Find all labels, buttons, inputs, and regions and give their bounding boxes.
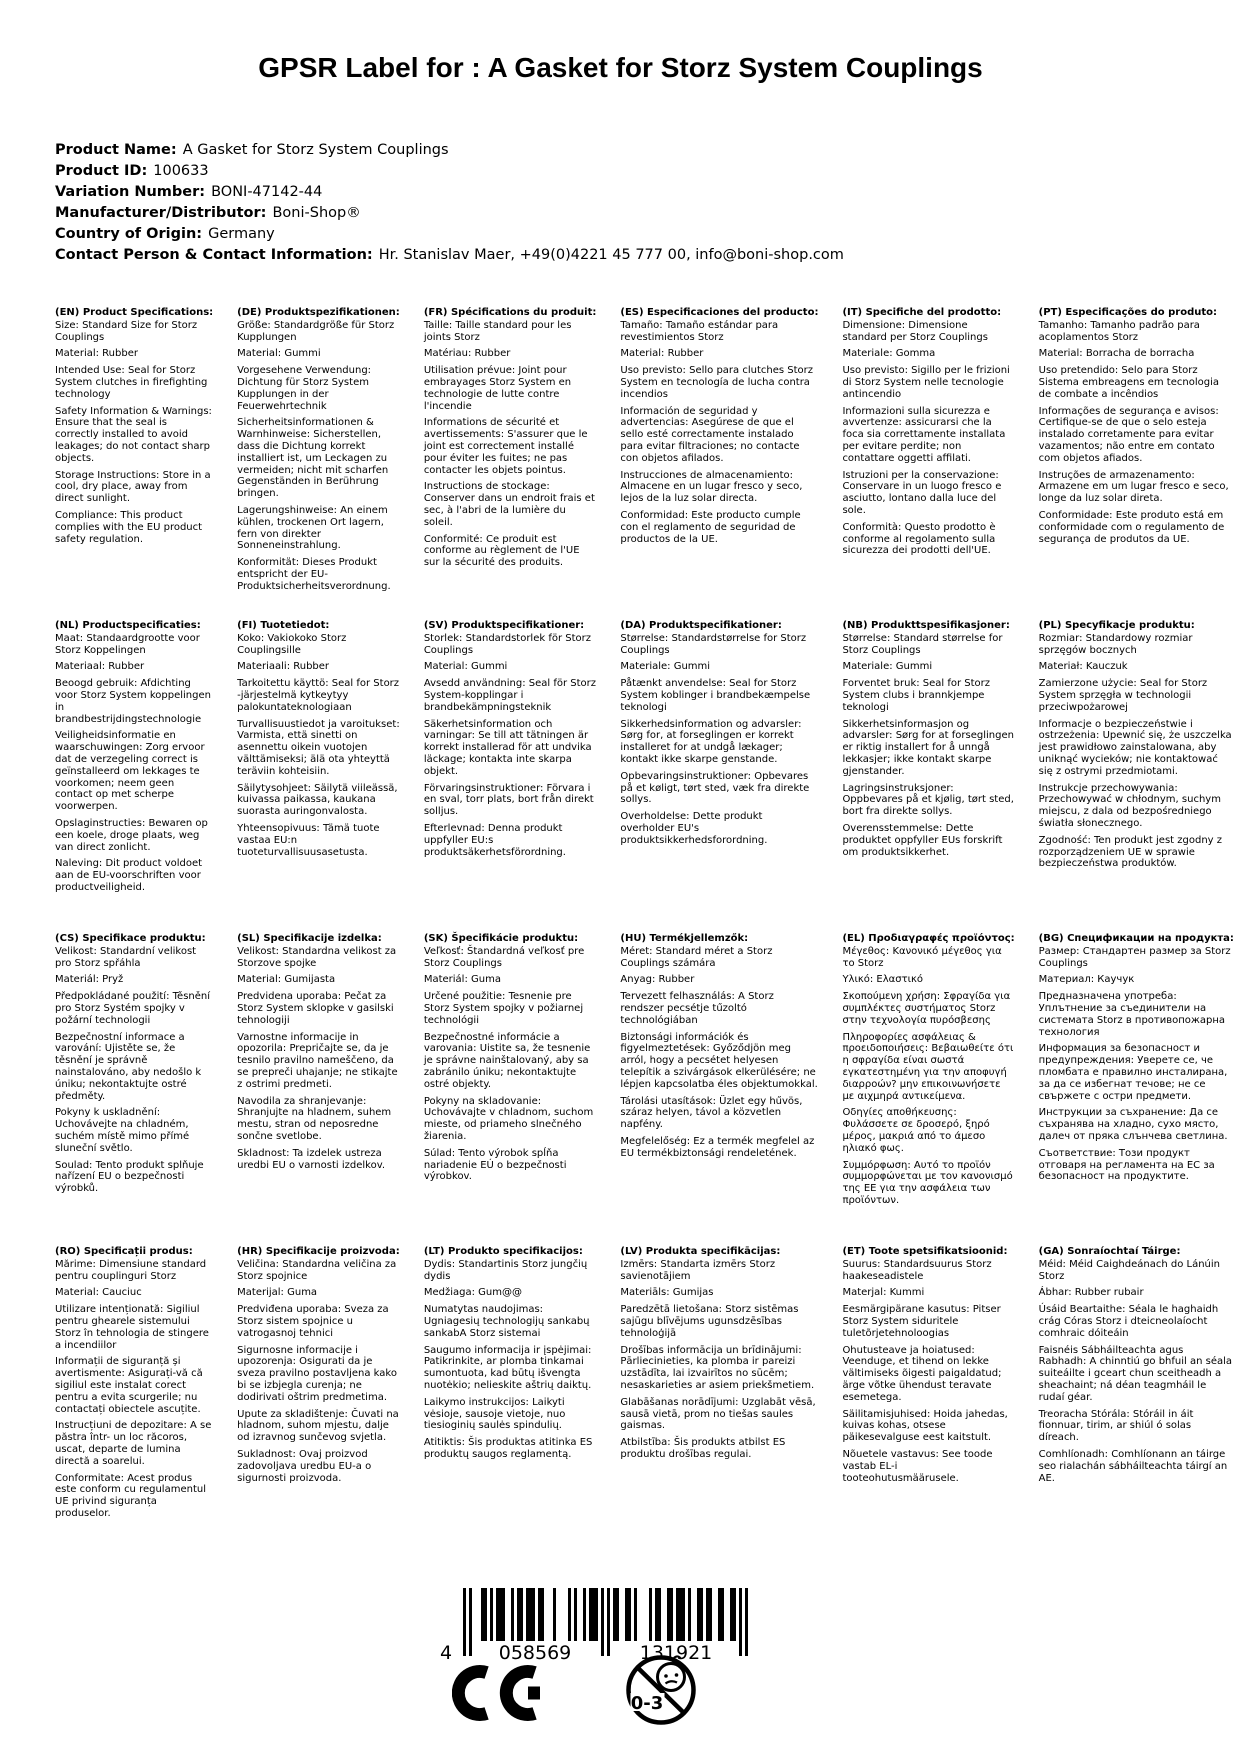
spec-paragraph: Sicherheitsinformationen & Warnhinweise: Sicherstellen, dass die Dichtung korrekt installiert ist, um Leckagen zu vermeiden; nicht mit scharfen Gegenständen in Berührung bringen. [237, 417, 389, 500]
spec-paragraph: Material: Gummi [423, 661, 508, 673]
spec-block-heading: (FR) Spécifications du produit: [423, 307, 597, 318]
spec-paragraph: Информация за безопасност и предупреждения: Уверете се, че пломбата е правилно инсталирана, за да се избегнат течове; не се свържете с остри предмети. [1038, 1043, 1228, 1102]
product-info-value: A Gasket for Storz System Couplings [182, 142, 449, 158]
spec-block-heading: (NL) Productspecificaties: [55, 620, 201, 631]
spec-paragraph: Izmērs: Standarta izmērs Storz savienotājiem [620, 1258, 776, 1282]
spec-paragraph: Suurus: Standardsuurus Storz haakeseadistele [842, 1258, 992, 1282]
product-info-row [55, 245, 844, 266]
spec-paragraph: Medžiaga: Gum@@ [423, 1287, 522, 1299]
spec-paragraph: Veiligheidsinformatie en waarschuwingen: Zorg ervoor dat de verzegeling correct is geïnstalleerd om lekkages te voorkomen; neem geen contact op met scherpe voorwerpen. [55, 730, 205, 813]
spec-paragraph: Materijal: Guma [237, 1287, 318, 1299]
spec-paragraph: Instrucțiuni de depozitare: A se păstra într- un loc răcoros, uscat, departe de lumina directă a soarelui. [55, 1420, 212, 1467]
age-warning-label: 0-3 [630, 1693, 664, 1714]
spec-block-heading: (BG) Спецификации на продукта: [1038, 933, 1234, 944]
spec-paragraph: Drošības informācija un brīdinājumi: Pārliecinieties, ka plomba ir pareizi uzstādīta, lai izvairītos no sūcēm; nesaskarieties ar asiem priekšmetiem. [620, 1344, 815, 1391]
spec-block-ga [1039, 1246, 1234, 1559]
spec-block-nl [55, 620, 213, 933]
spec-paragraph: Rozmiar: Standardowy rozmiar sprzęgów bocznych [1038, 632, 1193, 656]
spec-paragraph: Koko: Vakiokoko Storz Couplingsille [237, 632, 347, 656]
spec-paragraph: Material: Borracha de borracha [1038, 348, 1195, 360]
spec-paragraph: Υλικό: Ελαστικό [842, 974, 923, 986]
spec-paragraph: Úsáid Beartaithe: Séala le haghaidh crág Córas Storz i dteicneolaíocht comhraic dóiteáin [1038, 1304, 1219, 1339]
spec-paragraph: Størrelse: Standardstørrelse for Storz Couplings [620, 632, 807, 656]
spec-paragraph: Méid: Méid Caighdeánach do Lánúin Storz [1038, 1258, 1220, 1282]
spec-paragraph: Paredzētā lietošana: Storz sistēmas sajūgu blīvējums ugunsdzēsības tehnoloģijā [620, 1304, 799, 1339]
spec-block-heading: (DA) Produktspecifikationer: [620, 620, 782, 631]
spec-paragraph: Materiale: Gomma [842, 348, 936, 360]
ean-barcode-icon [437, 1588, 758, 1668]
spec-paragraph: Materiál: Guma [423, 974, 501, 986]
spec-paragraph: Säilytysohjeet: Säilytä viileässä, kuivassa paikassa, kaukana suorasta auringonvalosta. [237, 782, 398, 818]
product-info-label: Country of Origin: [55, 226, 203, 242]
spec-block-heading: (ET) Toote spetsifikatsioonid: [842, 1246, 1008, 1257]
product-info-value: Hr. Stanislav Maer, +49(0)4221 45 777 00, info@boni-shop.com [378, 247, 844, 263]
spec-paragraph: Größe: Standardgröße für Storz Kupplungen [237, 319, 395, 343]
spec-paragraph: Varnostne informacije in opozorila: Prepričajte se, da je tesnilo pravilno nameščeno, da se prepreči uhajanje; ne stikajte z ostrimi predmeti. [237, 1031, 398, 1090]
spec-paragraph: Tárolási utasítások: Üzlet egy hűvös, száraz helyen, távol a közvetlen napfény. [620, 1095, 803, 1131]
spec-paragraph: Conformidad: Este producto cumple con el reglamento de seguridad de productos de la UE. [620, 509, 801, 545]
product-info-row [55, 161, 844, 182]
spec-paragraph: Material: Rubber [55, 348, 138, 360]
spec-paragraph: Předpokládané použití: Těsnění pro Storz Systém spojky v požární technologii [55, 991, 211, 1026]
spec-paragraph: Informazioni sulla sicurezza e avvertenze: assicurarsi che la foca sia correttamente installata per evitare perdite; non contattare oggetti affilati. [842, 405, 1006, 464]
spec-paragraph: Compliance: This product complies with the EU product safety regulation. [55, 509, 203, 545]
spec-paragraph: Méret: Standard méret a Storz Couplings számára [620, 945, 773, 969]
spec-block-da [620, 620, 818, 933]
spec-paragraph: Materiaal: Rubber [55, 661, 145, 673]
spec-paragraph: Tarkoitettu käyttö: Seal for Storz -järjestelmä kytkeytyy palokuntateknologiaan [237, 678, 400, 713]
product-info-label: Product ID: [55, 163, 148, 179]
barcode-digits-left: 058569 [498, 1642, 572, 1664]
spec-paragraph: Størrelse: Standard størrelse for Storz Couplings [842, 632, 1003, 656]
spec-paragraph: Velikost: Standardna velikost za Storzove spojke [237, 945, 397, 969]
spec-block-en [55, 307, 213, 620]
spec-paragraph: Säkerhetsinformation och varningar: Se till att tätningen är korrekt installerad för att undvika läckage; kontakta inte skarpa objekt. [423, 718, 592, 777]
product-info-value: Germany [208, 226, 275, 242]
spec-paragraph: Información de seguridad y advertencias: Asegúrese de que el sello esté correctamente instalado para evitar filtraciones; no contacte con objetos afilados. [620, 405, 800, 464]
spec-paragraph: Ábhar: Rubber rubair [1038, 1287, 1144, 1299]
spec-block-heading: (PT) Especificações do produto: [1038, 307, 1217, 318]
product-info-row [55, 224, 844, 245]
spec-paragraph: Uso previsto: Sigillo per le frizioni di Storz System nelle tecnologie antincendio [842, 365, 1010, 400]
spec-paragraph: Saugumo informacija ir įspėjimai: Patikrinkite, ar plomba tinkamai sumontuota, kad būtų išvengta nuotėkio; nelieskite aštrių daiktų. [423, 1344, 592, 1391]
spec-paragraph: Materiāls: Gumijas [620, 1287, 714, 1299]
spec-block-heading: (ES) Especificaciones del producto: [620, 307, 819, 318]
spec-paragraph: Materiał: Kauczuk [1038, 661, 1128, 673]
spec-paragraph: Materiál: Pryž [55, 974, 124, 986]
spec-paragraph: Σκοπούμενη χρήση: Σφραγίδα για συμπλέκτες συστήματος Storz στην τεχνολογία πυρόσβεσης [842, 991, 1011, 1026]
spec-paragraph: Conformidade: Este produto está em conformidade com o regulamento de segurança de produtos da UE. [1038, 509, 1225, 545]
spec-block-heading: (LV) Produkta specifikācijas: [620, 1246, 781, 1257]
spec-paragraph: Tervezett felhasználás: A Storz rendszer pecsétje tűzoltó technológiában [620, 991, 774, 1026]
spec-paragraph: Treoracha Stórála: Stóráil in áit fionnuar, tirim, ar shiúl ó solas díreach. [1038, 1408, 1194, 1444]
spec-paragraph: Konformität: Dieses Produkt entspricht der EU-Produktsicherheitsverordnung. [237, 557, 391, 592]
product-info-value: Boni-Shop® [272, 205, 361, 221]
spec-paragraph: Съответствие: Този продукт отговаря на регламента на ЕС за безопасност на продуктите. [1038, 1147, 1215, 1183]
spec-block-nb [842, 620, 1014, 933]
spec-paragraph: Laikymo instrukcijos: Laikyti vėsioje, sausoje vietoje, nuo tiesioginių saulės spindulių. [423, 1396, 566, 1432]
spec-paragraph: Predviđena uporaba: Sveza za Storz sistem spojnice u vatrogasnoj tehnici [237, 1304, 389, 1339]
spec-block-fr [424, 307, 597, 620]
product-info-row [55, 182, 844, 203]
spec-paragraph: Biztonsági információk és figyelmeztetések: Győződjön meg arról, hogy a pecsétet helyesen telepítik a szivárgások elkerülésére; ne lépjen kapcsolatba éles objektumokkal. [620, 1031, 818, 1090]
spec-block-es [620, 307, 818, 620]
spec-block-fi [237, 620, 400, 933]
spec-block-heading: (EN) Product Specifications: [55, 307, 214, 318]
spec-paragraph: Overensstemmelse: Dette produktet oppfyller EUs forskrift om produktsikkerhet. [842, 822, 1003, 858]
page-title: GPSR Label for : A Gasket for Storz System Couplings [258, 52, 983, 83]
spec-paragraph: Påtænkt anvendelse: Seal for Storz System koblinger i brandbekæmpelse teknologi [620, 678, 811, 713]
spec-paragraph: Материал: Каучук [1038, 974, 1135, 986]
spec-paragraph: Informations de sécurité et avertissements: S'assurer que le joint est correctement installé pour éviter les fuites; ne pas contacter les objets pointus. [423, 417, 588, 476]
spec-paragraph: Informações de segurança e avisos: Certifique-se de que o selo esteja instalado corretamente para evitar vazamentos; não entre em contato com objetos afiados. [1038, 405, 1219, 464]
spec-paragraph: Eesmärgipärane kasutus: Pitser Storz System siduritele tuletõrjetehnoloogias [842, 1304, 1001, 1339]
spec-block-sk [424, 933, 597, 1246]
barcode-digits-right: 131921 [639, 1642, 713, 1664]
spec-paragraph: Utilizare intenționată: Sigiliul pentru ghearele sistemului Storz în tehnologia de stingere a incendiilor [55, 1304, 209, 1351]
spec-paragraph: Uso pretendido: Selo para Storz Sistema embreagens em tecnologia de combate a incêndios [1038, 365, 1219, 400]
spec-block-cs [55, 933, 213, 1246]
spec-block-hu [620, 933, 818, 1246]
spec-paragraph: Informații de siguranță și avertismente: Asigurați-vă că sigiliul este instalat corect pentru a evita scurgerile; nu contactați obiectele ascuțite. [55, 1356, 203, 1415]
spec-paragraph: Nõuetele vastavus: See toode vastab EL-i tooteohutusmäärusele. [842, 1448, 993, 1484]
spec-paragraph: Instrucciones de almacenamiento: Almacene en un lugar fresco y seco, lejos de la luz solar directa. [620, 469, 803, 505]
spec-paragraph: Taille: Taille standard pour les joints Storz [423, 319, 572, 343]
spec-paragraph: Atitiktis: Šis produktas atitinka ES produktų saugos reglamentą. [423, 1437, 593, 1460]
spec-paragraph: Utilisation prévue: Joint pour embrayages Storz System en technologie de lutte contre l'incendie [423, 365, 572, 412]
spec-paragraph: Lagringsinstruksjoner: Oppbevares på et kjølig, tørt sted, bort fra direkte sollys. [842, 782, 1014, 818]
spec-block-sv [424, 620, 597, 933]
spec-paragraph: Οδηγίες αποθήκευσης: Φυλάσσετε σε δροσερό, ξηρό μέρος, μακριά από το άμεσο ηλιακό φως. [842, 1107, 990, 1154]
spec-block-heading: (HR) Specifikacije proizvoda: [237, 1246, 400, 1257]
spec-block-pl [1039, 620, 1234, 933]
spec-paragraph: Sukladnost: Ovaj proizvod zadovoljava uredbu EU-a o sigurnosti proizvoda. [237, 1448, 372, 1484]
spec-paragraph: Material: Rubber [620, 348, 704, 360]
spec-block-lv [620, 1246, 818, 1559]
spec-paragraph: Beoogd gebruik: Afdichting voor Storz System koppelingen in brandbestrijdingstechnologie [55, 678, 211, 725]
spec-paragraph: Ohutusteave ja hoiatused: Veenduge, et tihend on lekke vältimiseks õigesti paigaldatud; ärge võtke ühendust teravate esemetega. [842, 1344, 1002, 1403]
spec-paragraph: Maat: Standaardgrootte voor Storz Koppelingen [55, 632, 200, 656]
ean-barcode [437, 1588, 758, 1672]
spec-paragraph: Pokyny k uskladnění: Uchovávejte na chladném, suchém místě mimo přímé sluneční světlo. [55, 1107, 190, 1154]
spec-block-heading: (SV) Produktspecifikationer: [423, 620, 585, 631]
spec-paragraph: Istruzioni per la conservazione: Conservare in un luogo fresco e asciutto, lontano dalla luce del sole. [842, 469, 1002, 516]
spec-paragraph: Veličina: Standardna veličina za Storz spojnice [237, 1258, 397, 1282]
spec-block-hr [237, 1246, 400, 1559]
spec-paragraph: Faisnéis Sábháilteachta agus Rabhadh: A chinntiú go bhfuil an séala suiteáilte i gceart chun sceitheadh a sheachaint; ná déan teagmháil le rudaí géar. [1038, 1344, 1233, 1403]
spec-paragraph: Förvaringsinstruktioner: Förvara i en sval, torr plats, bort från direkt solljus. [423, 782, 594, 818]
spec-paragraph: Uso previsto: Sello para clutches Storz System en tecnología de lucha contra incendios [620, 365, 814, 400]
spec-paragraph: Μέγεθος: Κανονικό μέγεθος για το Storz [842, 945, 1002, 969]
spec-paragraph: Glabāšanas norādījumi: Uzglabāt vēsā, sausā vietā, prom no tiešas saules gaismas. [620, 1396, 816, 1432]
spec-paragraph: Predvidena uporaba: Pečat za Storz System sklopke v gasilski tehnologiji [237, 991, 394, 1026]
spec-paragraph: Размер: Стандартен размер за Storz Couplings [1038, 945, 1231, 969]
spec-paragraph: Conformità: Questo prodotto è conforme al regolamento sulla sicurezza dei prodotti dell'UE. [842, 521, 996, 557]
spec-paragraph: Veľkosť: Štandardná veľkosť pre Storz Couplings [423, 945, 585, 969]
spec-block-de [237, 307, 400, 620]
spec-paragraph: Určené použitie: Tesnenie pre Storz System spojky v požiarnej technológii [423, 991, 584, 1026]
spec-paragraph: Skladnost: Ta izdelek ustreza uredbi EU o varnosti izdelkov. [237, 1147, 386, 1171]
spec-paragraph: Instrukcje przechowywania: Przechowywać w chłodnym, suchym miejscu, z dala od bezpośredniego światła słonecznego. [1038, 782, 1221, 829]
spec-paragraph: Sikkerhedsinformation og advarsler: Sørg for, at forseglingen er korrekt installeret for at undgå lækager; kontakt ikke skarpe genstande. [620, 718, 802, 765]
spec-paragraph: Storage Instructions: Store in a cool, dry place, away from direct sunlight. [55, 469, 211, 505]
spec-paragraph: Avsedd användning: Seal för Storz System-kopplingar i brandbekämpningsteknik [423, 678, 597, 713]
spec-block-sl [237, 933, 400, 1246]
spec-paragraph: Materiale: Gummi [620, 661, 711, 673]
product-info-label: Product Name: [55, 142, 177, 158]
spec-block-el [842, 933, 1014, 1246]
spec-paragraph: Sikkerhetsinformasjon og advarsler: Sørg for at forseglingen er riktig installert for å unngå lekkasjer; ikke kontakt skarpe gjenstander. [842, 718, 1014, 777]
spec-paragraph: Zgodność: Ten produkt jest zgodny z rozporządzeniem UE w sprawie bezpieczeństwa produktów. [1038, 834, 1223, 870]
product-info-value: 100633 [153, 163, 209, 179]
spec-paragraph: Matériau: Rubber [423, 348, 511, 360]
spec-paragraph: Intended Use: Seal for Storz System clutches in firefighting technology [55, 365, 208, 400]
spec-paragraph: Zamierzone użycie: Seal for Storz System sprzęgła w technologii przeciwpożarowej [1038, 678, 1208, 713]
spec-paragraph: Material: Gumijasta [237, 974, 336, 986]
barcode-digit-first: 4 [439, 1642, 453, 1664]
spec-paragraph: Material: Cauciuc [55, 1287, 142, 1299]
spec-block-bg [1039, 933, 1234, 1246]
spec-block-heading: (PL) Specyfikacje produktu: [1038, 620, 1195, 631]
spec-paragraph: Sigurnosne informacije i upozorenja: Osigurati da je sveza pravilno postavljena kako bi se izbjegla curenja; ne dodirivati oštrim predmetima. [237, 1344, 397, 1403]
spec-paragraph: Informacje o bezpieczeństwie i ostrzeżenia: Upewnić się, że uszczelka jest prawidłowo zainstalowana, aby uniknąć wycieków; nie kontaktować się z ostrymi przedmiotami. [1038, 718, 1232, 777]
product-info-label: Contact Person & Contact Information: [55, 247, 373, 263]
spec-block-heading: (CS) Specifikace produktu: [55, 933, 206, 944]
spec-paragraph: Инструкции за съхранение: Да се съхранява на хладно, сухо място, далеч от пряка слънчева светлина. [1038, 1107, 1228, 1142]
spec-paragraph: Συμμόρφωση: Αυτό το προϊόν συμμορφώνεται με τον κανονισμό της ΕΕ για την ασφάλεια των προϊόντων. [842, 1159, 1013, 1206]
spec-paragraph: Bezpečnostné informácie a varovania: Uistite sa, že tesnenie je správne nainštalovaný, aby sa zabránilo úniku; nekontaktujte ostré objekty. [423, 1031, 591, 1090]
spec-paragraph: Conformitate: Acest produs este conform cu regulamentul UE privind siguranța produselor. [55, 1472, 206, 1519]
spec-block-lt [424, 1246, 597, 1559]
spec-paragraph: Säilitamisjuhised: Hoida jahedas, kuivas kohas, otsese päikesevalguse eest kaitstult. [842, 1408, 1008, 1444]
spec-block-heading: (SK) Špecifikácie produktu: [423, 933, 579, 944]
spec-paragraph: Size: Standard Size for Storz Couplings [55, 319, 198, 343]
spec-paragraph: Materiaali: Rubber [237, 661, 330, 673]
spec-block-heading: (GA) Sonraíochtaí Táirge: [1038, 1246, 1181, 1257]
product-info-label: Variation Number: [55, 184, 206, 200]
ce-mark-icon [452, 1664, 556, 1726]
spec-block-heading: (IT) Specifiche del prodotto: [842, 307, 1002, 318]
spec-grid [55, 307, 1234, 1559]
spec-paragraph: Pokyny na skladovanie: Uchovávajte v chladnom, suchom mieste, od priameho slnečného žiarenia. [423, 1095, 594, 1142]
spec-paragraph: Πληροφορίες ασφάλειας & προειδοποιήσεις: Βεβαιωθείτε ότι η σφραγίδα είναι σωστά εγκατεστημένη για την αποφυγή διαρροών? μην επικοινωνήσετε με αιχμηρά αντικείμενα. [842, 1031, 1014, 1102]
spec-paragraph: Tamaño: Tamaño estándar para revestimientos Storz [620, 319, 779, 343]
spec-paragraph: Navodila za shranjevanje: Shranjujte na hladnem, suhem mestu, stran od neposredne sončne svetlobe. [237, 1095, 392, 1142]
spec-paragraph: Lagerungshinweise: An einem kühlen, trockenen Ort lagern, fern von direkter Sonneneinstrahlung. [237, 504, 388, 552]
spec-paragraph: Súlad: Tento výrobok spĺňa nariadenie EÚ o bezpečnosti výrobkov. [423, 1147, 567, 1183]
spec-paragraph: Materjal: Kummi [842, 1287, 925, 1299]
spec-paragraph: Forventet bruk: Seal for Storz System clubs i brannkjempe teknologi [842, 678, 991, 713]
spec-block-heading: (NB) Produkttspesifikasjoner: [842, 620, 1010, 631]
spec-paragraph: Yhteensopivuus: Tämä tuote vastaa EU:n tuoteturvallisuusasetusta. [237, 822, 380, 858]
product-info-value: BONI-47142-44 [211, 184, 323, 200]
spec-paragraph: Anyag: Rubber [620, 974, 695, 986]
spec-paragraph: Overholdelse: Dette produkt overholder EU's produktsikkerhedsforordning. [620, 811, 768, 846]
spec-paragraph: Upute za skladištenje: Čuvati na hladnom, suhom mjestu, dalje od izravnog sunčevog svjetla. [237, 1408, 399, 1444]
spec-paragraph: Mărime: Dimensiune standard pentru couplinguri Storz [55, 1258, 207, 1282]
spec-paragraph: Numatytas naudojimas: Ugniagesių technologijų sankabų sankabA Storz sistemai [423, 1304, 590, 1339]
product-info-row [55, 203, 844, 224]
spec-paragraph: Soulad: Tento produkt splňuje nařízení EU o bezpečnosti výrobků. [55, 1159, 204, 1195]
spec-paragraph: Velikost: Standardní velikost pro Storz spřáhla [55, 945, 197, 969]
product-info [55, 140, 844, 266]
spec-block-ro [55, 1246, 213, 1559]
spec-block-heading: (HU) Termékjellemzők: [620, 933, 749, 944]
spec-block-pt [1039, 307, 1234, 620]
spec-paragraph: Dimensione: Dimensione standard per Storz Couplings [842, 319, 988, 343]
spec-paragraph: Предназначена употреба: Уплътнение за съединители на системата Storz в противопожарна технология [1038, 991, 1226, 1038]
spec-paragraph: Safety Information & Warnings: Ensure that the seal is correctly installed to avoid leakages; do not contact sharp objects. [55, 405, 212, 464]
spec-paragraph: Conformité: Ce produit est conforme au règlement de l'UE sur la sécurité des produits. [423, 533, 580, 569]
spec-paragraph: Megfelelőség: Ez a termék megfelel az EU termékbiztonsági rendeletének. [620, 1135, 815, 1159]
spec-paragraph: Bezpečnostní informace a varování: Ujistěte se, že těsnění je správně nainstalováno, aby nedošlo k úniku; nekontaktujte ostré předměty. [55, 1031, 202, 1102]
spec-block-et [842, 1246, 1014, 1559]
spec-paragraph: Turvallisuustiedot ja varoitukset: Varmista, että sinetti on asennettu oikein vuotojen välttämiseksi; älä ota yhteyttä teräviin kohteisiin. [237, 718, 400, 777]
spec-paragraph: Naleving: Dit product voldoet aan de EU-voorschriften voor productveiligheid. [55, 858, 203, 893]
spec-paragraph: Storlek: Standardstorlek för Storz Couplings [423, 632, 592, 656]
spec-paragraph: Comhlíonadh: Comhlíonann an táirge seo rialachán sábháilteachta táirgí an AE. [1038, 1448, 1228, 1484]
spec-paragraph: Efterlevnad: Denna produkt uppfyller EU:s produktsäkerhetsförordning. [423, 822, 566, 858]
spec-block-heading: (SL) Specifikacije izdelka: [237, 933, 382, 944]
spec-paragraph: Instruções de armazenamento: Armazene em um lugar fresco e seco, longe da luz solar direta. [1038, 469, 1229, 505]
spec-paragraph: Tamanho: Tamanho padrão para acoplamentos Storz [1038, 319, 1200, 343]
spec-block-heading: (LT) Produkto specifikacijos: [423, 1246, 583, 1257]
spec-block-heading: (RO) Specificații produs: [55, 1246, 193, 1257]
spec-paragraph: Material: Gummi [237, 348, 321, 360]
spec-paragraph: Vorgesehene Verwendung: Dichtung für Storz System Kupplungen in der Feuerwehrtechnik [237, 365, 372, 412]
spec-block-heading: (FI) Tuotetiedot: [237, 620, 330, 631]
spec-paragraph: Opbevaringsinstruktioner: Opbevares på et køligt, tørt sted, væk fra direkte sollys. [620, 770, 810, 806]
spec-paragraph: Dydis: Standartinis Storz jungčių dydis [423, 1258, 588, 1282]
spec-block-heading: (EL) Προδιαγραφές προϊόντος: [842, 933, 1015, 944]
product-info-label: Manufacturer/Distributor: [55, 205, 267, 221]
spec-paragraph: Materiale: Gummi [842, 661, 933, 673]
spec-paragraph: Opslaginstructies: Bewaren op een koele, droge plaats, weg van direct zonlicht. [55, 817, 208, 853]
spec-block-it [842, 307, 1014, 620]
age-warning-0-3-icon [624, 1652, 698, 1732]
spec-block-heading: (DE) Produktspezifikationen: [237, 307, 400, 318]
spec-paragraph: Instructions de stockage: Conserver dans un endroit frais et sec, à l'abri de la lumière du soleil. [423, 481, 595, 528]
product-info-row [55, 140, 844, 161]
spec-paragraph: Atbilstība: Šis produkts atbilst ES produktu drošības regulai. [620, 1437, 786, 1460]
